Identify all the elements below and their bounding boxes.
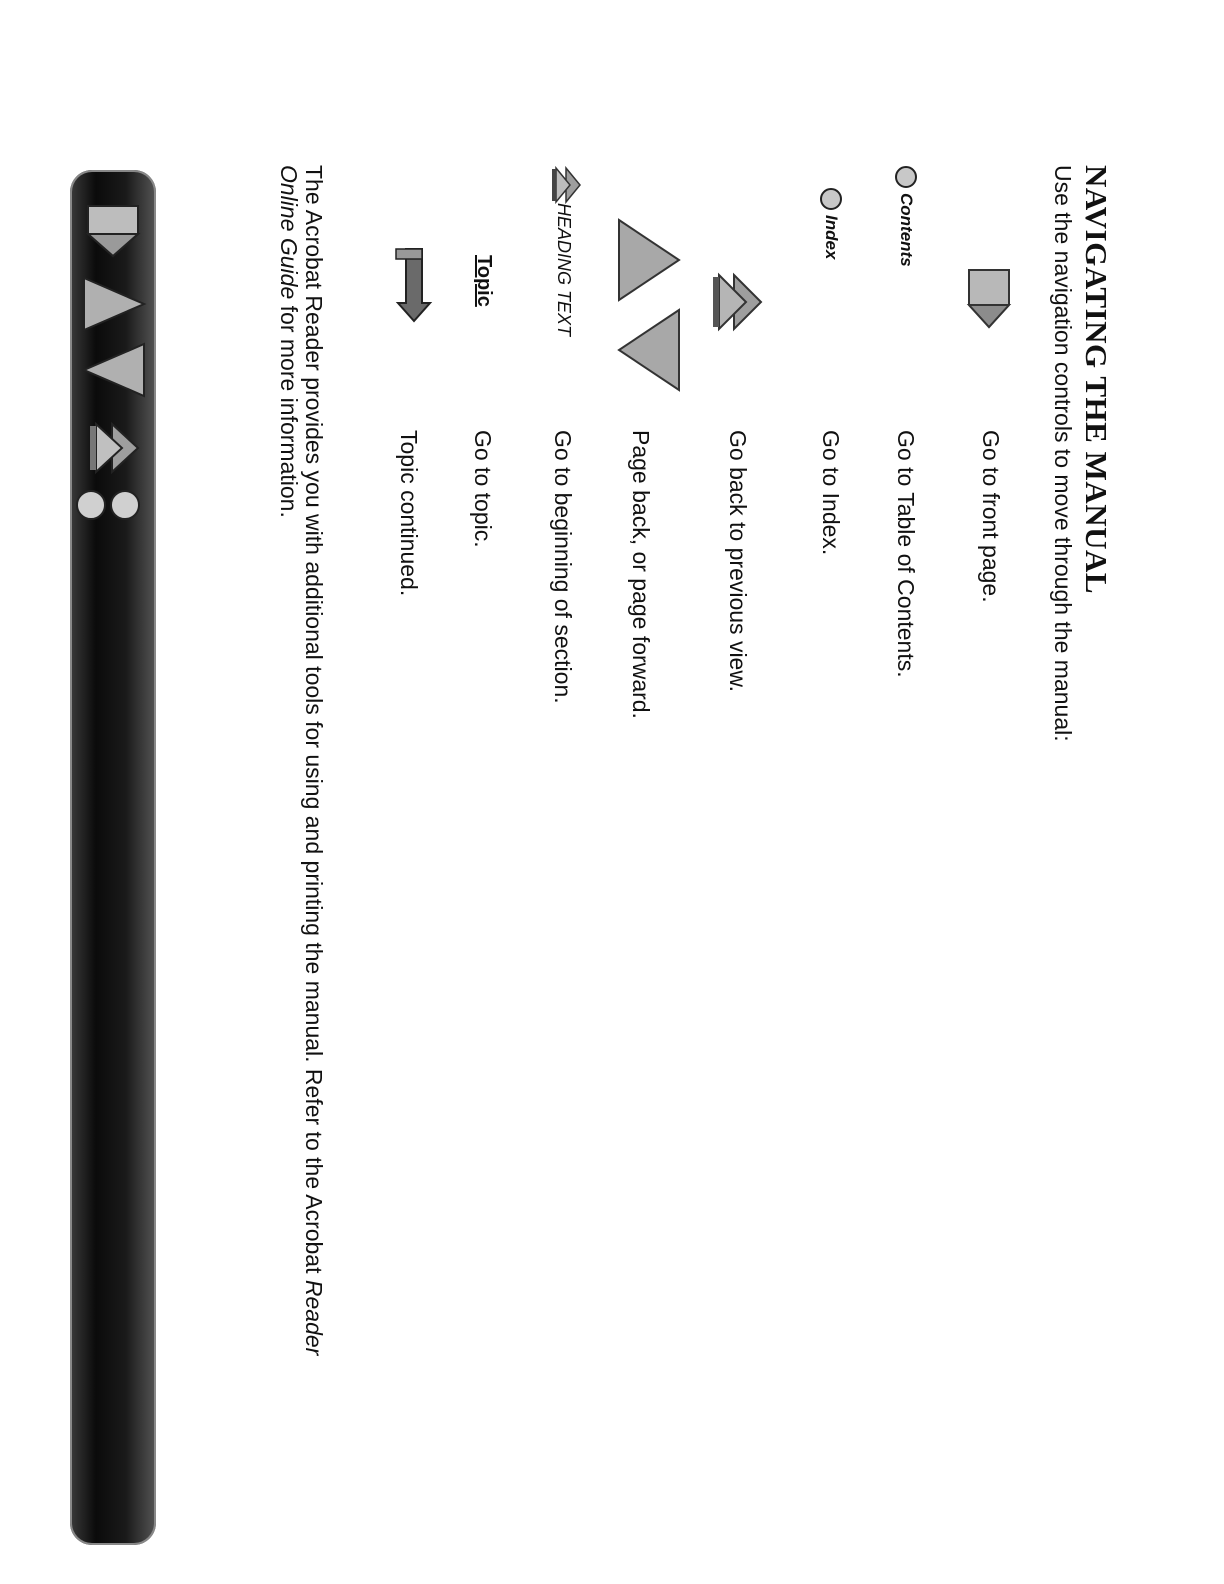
topic-continued-icon[interactable] bbox=[390, 245, 434, 325]
control-row-back-view bbox=[721, 165, 769, 1065]
front-page-icon[interactable] bbox=[959, 265, 1019, 335]
intro-text: Use the navigation controls to move through the manual: bbox=[1050, 165, 1076, 742]
footer-paragraph bbox=[276, 165, 326, 1405]
reader-online-guide: Reader Online Guide bbox=[276, 165, 327, 1356]
nav-back-view-icon[interactable] bbox=[80, 418, 146, 478]
control-desc: Go to topic. bbox=[470, 430, 496, 548]
nav-page-forward-icon[interactable] bbox=[76, 338, 150, 402]
contents-icon[interactable] bbox=[894, 165, 918, 189]
control-row-contents bbox=[876, 165, 924, 1065]
nav-index-icon[interactable] bbox=[74, 488, 108, 522]
control-desc: Go to front page. bbox=[978, 430, 1004, 603]
footer-text-2: for more information. bbox=[276, 299, 302, 518]
control-row-index bbox=[801, 165, 849, 1065]
index-link[interactable]: Index bbox=[822, 215, 841, 260]
page-title: NAVIGATING THE MANUAL bbox=[1079, 165, 1114, 595]
control-desc: Go back to previous view. bbox=[725, 430, 751, 693]
control-row-topic bbox=[456, 165, 504, 1065]
control-desc: Go to beginning of section. bbox=[550, 430, 576, 704]
nav-contents-icon[interactable] bbox=[108, 488, 142, 522]
page-back-forward-icon[interactable] bbox=[609, 215, 689, 395]
control-row-topic-continued bbox=[386, 165, 434, 1065]
nav-page-back-icon[interactable] bbox=[76, 272, 150, 336]
control-desc: Go to Table of Contents. bbox=[893, 430, 919, 678]
section-start-icon[interactable] bbox=[550, 165, 584, 205]
control-desc: Go to Index. bbox=[818, 430, 844, 556]
index-icon[interactable] bbox=[819, 187, 843, 211]
heading-text-label[interactable]: HEADING TEXT bbox=[554, 203, 574, 337]
footer-text-1: The Acrobat Reader provides you with additional tools for using and printing the manual. Refer to the Acrobat bbox=[301, 165, 327, 1280]
control-desc: Topic continued. bbox=[396, 430, 422, 597]
control-row-front-page bbox=[971, 165, 1019, 1065]
topic-link[interactable]: Topic bbox=[473, 255, 495, 307]
control-desc: Page back, or page forward. bbox=[628, 430, 654, 719]
control-row-page-nav bbox=[628, 165, 689, 1065]
control-row-section-start bbox=[536, 165, 584, 1065]
nav-front-page-icon[interactable] bbox=[80, 202, 146, 262]
back-view-icon[interactable] bbox=[709, 265, 769, 339]
contents-link[interactable]: Contents bbox=[897, 193, 916, 267]
navigation-bar bbox=[70, 170, 156, 1545]
